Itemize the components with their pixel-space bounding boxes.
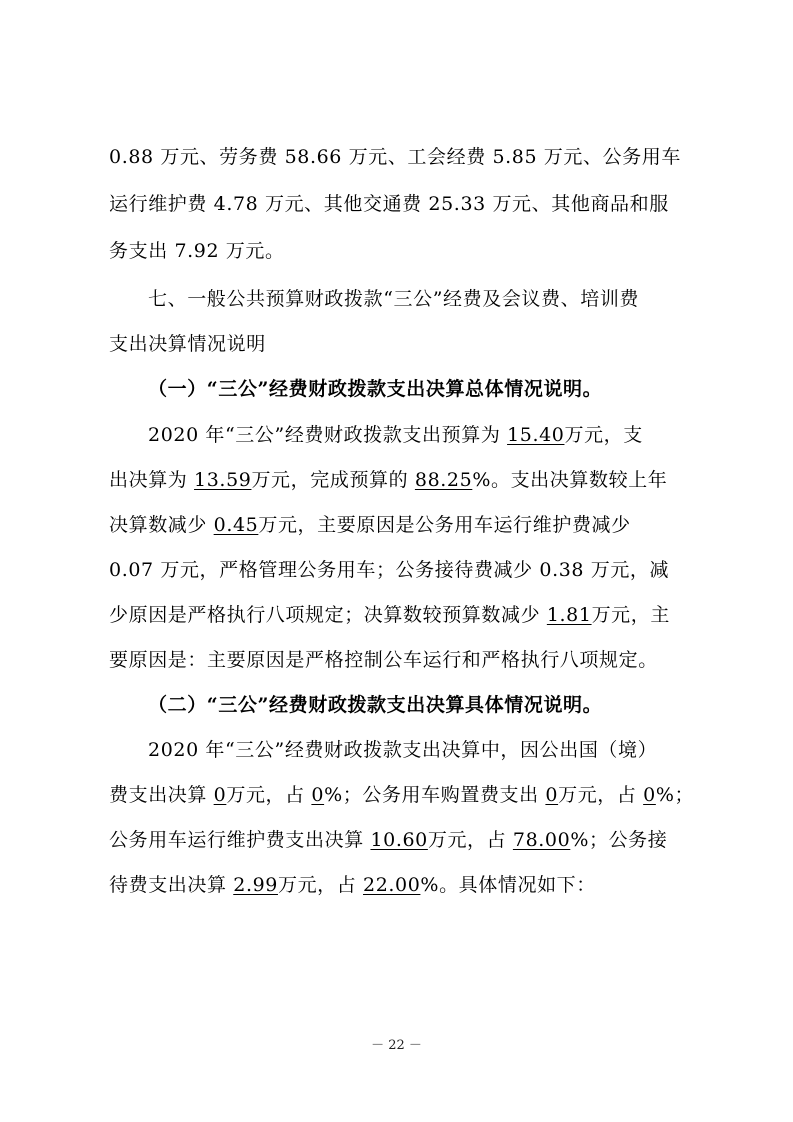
vehicle-ops-pct: 78.00 — [512, 829, 571, 851]
text-span: %。支出决算数较上年 — [472, 469, 668, 491]
text-span: 万元，支 — [564, 424, 643, 446]
text-span: 决算数减少 — [109, 514, 214, 536]
text-span: %。具体情况如下： — [420, 874, 596, 896]
body-text-line — [0, 823, 793, 857]
reception-value: 2.99 — [233, 874, 278, 896]
text-span: 少原因是严格执行八项规定；决算数较预算数减少 — [109, 604, 547, 626]
abroad-pct: 0 — [311, 784, 325, 806]
text-span: 2020 年“三公”经费财政拨款支出预算为 — [148, 424, 508, 446]
text-span: %； — [655, 784, 695, 806]
page-number: － 22 － — [371, 1038, 422, 1053]
text-span: 公务用车运行维护费支出决算 — [109, 829, 371, 851]
text-span: 万元，占 — [277, 874, 364, 896]
decrease-value: 0.45 — [213, 514, 259, 536]
under-budget-value: 1.81 — [546, 604, 592, 626]
section-heading: 支出决算情况说明 — [109, 333, 266, 355]
final-value: 13.59 — [194, 469, 252, 491]
budget-value: 15.40 — [507, 424, 565, 446]
text-span: 万元，主 — [591, 604, 670, 626]
text-span: %；公务接 — [570, 829, 668, 851]
body-text-line: 要原因是：主要原因是严格控制公车运行和严格执行八项规定。 — [109, 649, 658, 671]
body-text-line — [0, 463, 793, 497]
subsection-heading: （一）“三公”经费财政拨款支出决算总体情况说明。 — [148, 378, 603, 400]
text-span: 万元，完成预算的 — [251, 469, 415, 491]
reception-pct: 22.00 — [363, 874, 421, 896]
subsection-heading: （二）“三公”经费财政拨款支出决算具体情况说明。 — [148, 694, 603, 716]
body-text-line — [0, 868, 793, 902]
completion-rate: 88.25 — [414, 469, 473, 491]
text-span: 费支出决算 — [109, 784, 214, 806]
text-span: 待费支出决算 — [109, 874, 234, 896]
body-text-line: 2020 年“三公”经费财政拨款支出决算中，因公出国（境） — [148, 739, 658, 761]
purchase-value: 0 — [545, 784, 559, 806]
text-span: 万元，占 — [226, 784, 312, 806]
abroad-value: 0 — [213, 784, 227, 806]
text-span: 万元，主要原因是公务用车运行维护费减少 — [258, 514, 631, 536]
text-span: 出决算为 — [109, 469, 195, 491]
vehicle-ops-value: 10.60 — [370, 829, 428, 851]
body-text-line — [0, 778, 793, 812]
body-text-line: 0.88 万元、劳务费 58.66 万元、工会经费 5.85 万元、公务用车 — [109, 146, 682, 168]
section-heading: 七、一般公共预算财政拨款“三公”经费及会议费、培训费 — [148, 288, 640, 310]
text-span: 万元，占 — [558, 784, 644, 806]
body-text-line: 运行维护费 4.78 万元、其他交通费 25.33 万元、其他商品和服 — [109, 193, 669, 215]
purchase-pct: 0 — [643, 784, 656, 806]
text-span: 万元，占 — [427, 829, 513, 851]
body-text-line — [0, 418, 793, 452]
body-text-line: 务支出 7.92 万元。 — [109, 240, 285, 262]
body-text-line — [0, 598, 793, 632]
body-text-line: 0.07 万元，严格管理公务用车；公务接待费减少 0.38 万元，减 — [109, 559, 670, 581]
body-text-line — [0, 508, 793, 542]
text-span: %；公务用车购置费支出 — [324, 784, 546, 806]
